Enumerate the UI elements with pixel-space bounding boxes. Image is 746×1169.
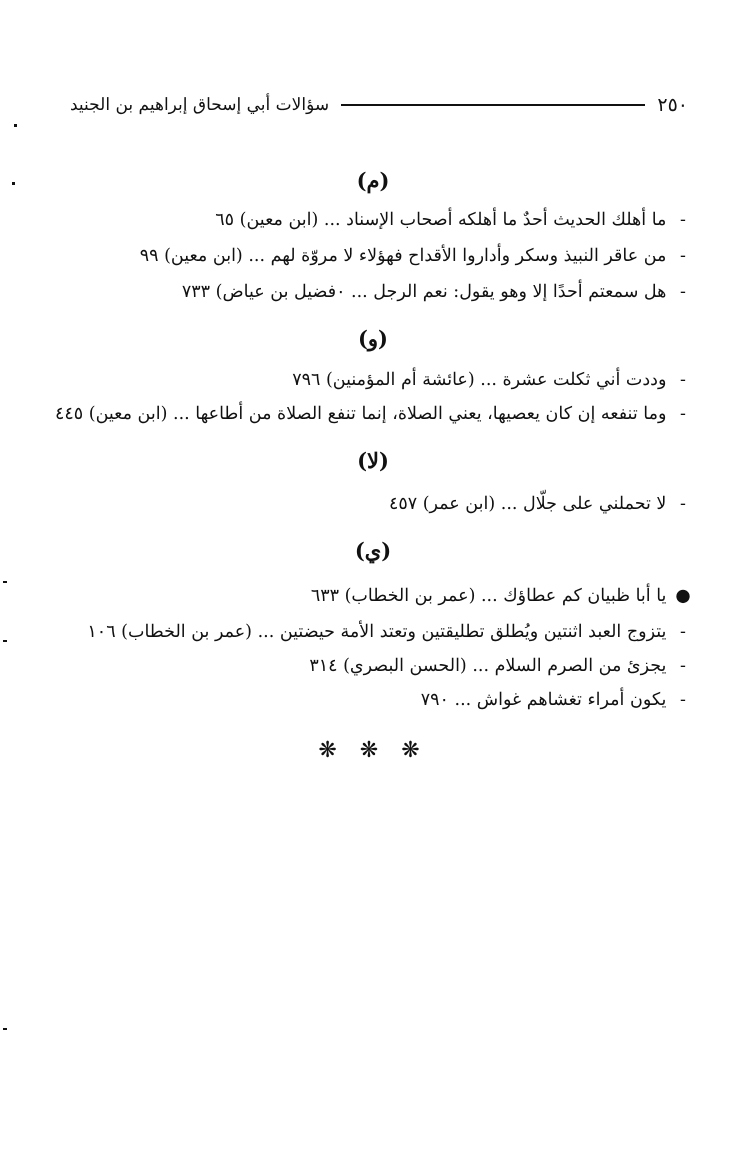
entry-text: يتزوج العبد اثنتين ويُطلق تطليقتين وتعتد الأمة حيضتين ... (عمر بن الخطاب) ١٠٦ xyxy=(87,622,667,642)
entry-text: ما أهلك الحديث أحدٌ ما أهلكه أصحاب الإسناد ... (ابن معين) ٦٥ xyxy=(215,210,667,230)
scan-speck xyxy=(14,124,17,127)
entry-text: وما تنفعه إن كان يعصيها، يعني الصلاة، إنما تنفع الصلاة من أطاعها ... (ابن معين) ٤٤٥ xyxy=(54,404,667,424)
scan-speck xyxy=(3,581,7,583)
dash-marker: - xyxy=(680,494,686,514)
dash-marker: - xyxy=(680,656,686,676)
index-entry xyxy=(54,242,694,270)
dash-marker: - xyxy=(680,246,686,266)
dash-marker: - xyxy=(680,622,686,642)
index-entry xyxy=(54,618,694,646)
index-entry xyxy=(54,366,694,394)
index-entry xyxy=(54,400,694,428)
dash-marker: - xyxy=(680,282,686,302)
entry-text: من عاقر النبيذ وسكر وأداروا الأقداح فهؤلاء لا مروّة لهم ... (ابن معين) ٩٩ xyxy=(139,246,667,266)
index-entry xyxy=(54,686,694,714)
dash-marker: - xyxy=(680,690,686,710)
bullet-marker: ● xyxy=(675,586,691,606)
entry-text: يكون أمراء تغشاهم غواش ... ٧٩٠ xyxy=(420,690,667,710)
entry-text: هل سمعتم أحدًا إلا وهو يقول: نعم الرجل ... ٠فضيل بن عياض) ٧٣٣ xyxy=(181,282,667,302)
page-number: ٢٥٠ xyxy=(657,94,688,116)
section-heading-yaa: (ي) xyxy=(354,538,392,563)
scan-speck xyxy=(3,1028,7,1030)
index-entry xyxy=(54,490,694,518)
index-entry xyxy=(54,278,694,306)
entry-text: لا تحملني على جلّال ... (ابن عمر) ٤٥٧ xyxy=(388,494,667,514)
entry-text: وددت أني ثكلت عشرة ... (عائشة أم المؤمنين) ٧٩٦ xyxy=(292,370,667,390)
index-entry xyxy=(54,652,694,680)
index-entry xyxy=(54,206,694,234)
header-rule xyxy=(341,104,645,106)
scan-speck xyxy=(3,640,7,642)
section-heading-meem: (م) xyxy=(356,168,390,193)
section-end-ornament: ❋ ❋ ❋ xyxy=(318,738,428,763)
dash-marker: - xyxy=(680,404,686,424)
running-header xyxy=(70,90,688,120)
entry-text: يا أبا ظبيان كم عطاؤك ... (عمر بن الخطاب) ٦٣٣ xyxy=(310,586,667,606)
dash-marker: - xyxy=(680,210,686,230)
index-entry xyxy=(54,582,694,610)
scan-speck xyxy=(12,182,15,185)
section-heading-lam-alef: (لا) xyxy=(357,448,389,473)
entry-text: يجزئ من الصرم السلام ... (الحسن البصري) ٣١٤ xyxy=(309,656,667,676)
dash-marker: - xyxy=(680,370,686,390)
section-heading-waw: (و) xyxy=(357,326,388,351)
book-title: سؤالات أبي إسحاق إبراهيم بن الجنيد xyxy=(70,95,330,115)
